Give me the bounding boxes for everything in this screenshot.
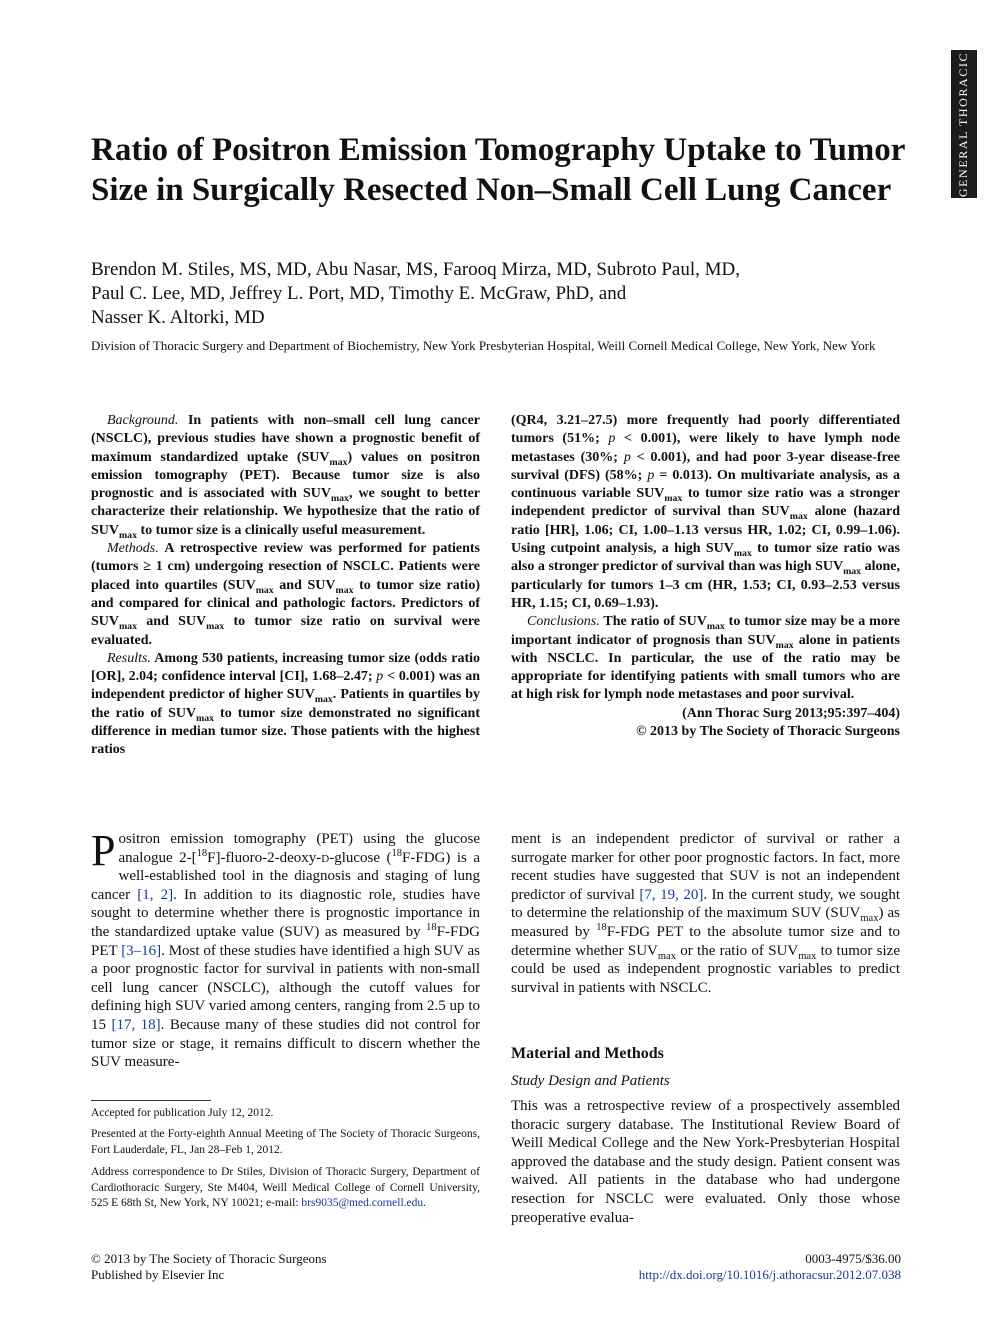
subsection-heading: Study Design and Patients bbox=[511, 1073, 670, 1089]
author-degree: MD bbox=[234, 307, 265, 328]
abstract-results-cont: (QR4, 3.21–27.5) more frequently had poorly differentiated tumors (51%; p < 0.001), were likely to have lymph node metastases (30%; p < 0.001), and had poor 3-year disease-free survival (DFS) (58%; p = 0.013). On multivariate analysis, as a continuous variable $SUV_{max}$ to tumor size ratio was a stronger independent predictor of survival than $SUV_{max}$ alone (hazard ratio [HR], 1.06; CI, 1.00–1.13 versus HR, 1.02; CI, 0.99–1.06). Using cutpoint analysis, a high $SUV_{max}$ to tumor size ratio was also a stronger predictor of survival than was high $SUV_{max}$ alone, particularly for tumors 1–3 cm (HR, 1.53; CI, 0.93–2.53 versus HR, 1.15; CI, 0.69–1.93). bbox=[511, 413, 901, 611]
abstract-methods: Methods. A retrospective review was performed for patients (tumors ≥ 1 cm) undergoing resection of NSCLC. Patients were placed into quartiles ($SUV_{max}$ and $SUV_{max}$ to tumor size ratio) and compared for clinical and pathologic factors. Predictors of $SUV_{max}$ and $SUV_{max}$ to tumor size ratio on survival were evaluated. bbox=[91, 541, 480, 648]
author-degree: MD bbox=[704, 259, 736, 280]
abstract-left-column bbox=[91, 412, 480, 760]
abstract-label: Conclusions. bbox=[527, 614, 600, 630]
abstract-results: Results. Among 530 patients, increasing tumor size (odds ratio [OR], 2.04; confidence interval [CI], 1.68–2.47; p < 0.001) was an independent predictor of higher $SUV_{max}$. Patients in quartiles by the ratio of $SUV_{max}$ to tumor size demonstrated no significant difference in median tumor size. Those patients with the highest ratios bbox=[91, 650, 481, 758]
footer-issn: 0003-4975/$36.00 bbox=[805, 1251, 901, 1266]
introduction-right-column bbox=[511, 830, 900, 997]
author-degree: PhD bbox=[555, 283, 590, 304]
author-degree: MD bbox=[349, 283, 380, 304]
section-heading: Material and Methods bbox=[511, 1045, 664, 1062]
footer-publisher: Published by Elsevier Inc bbox=[91, 1267, 225, 1282]
address-text: Address correspondence to Dr Stiles, Division of Thoracic Surgery, Department of Cardiothoracic Surgery, Ste M404, Weill Medical College of Cornell University, 525 E 68th St, New York, NY 10021; e-mail: bbox=[91, 1166, 480, 1209]
author-name: Subroto Paul bbox=[596, 259, 696, 280]
section-tab bbox=[951, 50, 977, 198]
author-degree: MD bbox=[189, 283, 221, 304]
abstract-copyright: © 2013 by The Society of Thoracic Surgeons bbox=[636, 724, 900, 740]
author-degree: MS bbox=[405, 259, 434, 280]
abstract-background: Background. In patients with non–small cell lung cancer (NSCLC), previous studies have shown a prognostic benefit of maximum standardized uptake $(SUV_{max})$ values on positron emission tomography (PET). Because tumor size is also prognostic and is associated with $SUV_{max}$, we sought to better characterize their relationship. We hypothesize that the ratio of $SUV_{max}$ to tumor size is a clinically useful measurement. bbox=[91, 413, 481, 541]
email-link[interactable]: brs9035@med.cornell.edu bbox=[301, 1197, 424, 1209]
abstract-label: Background. bbox=[107, 413, 179, 428]
introduction-left-column bbox=[91, 826, 480, 1072]
reference-link[interactable]: [3–16] bbox=[121, 942, 162, 959]
author-degree: MS, MD bbox=[239, 259, 307, 280]
abstract-label: Methods. bbox=[107, 541, 159, 557]
footnote-divider bbox=[91, 1100, 211, 1101]
drop-cap: P bbox=[91, 826, 116, 875]
footer-right bbox=[560, 1251, 901, 1283]
address-end: . bbox=[423, 1197, 427, 1209]
author-name: Brendon M. Stiles bbox=[91, 259, 230, 280]
author-name: Jeffrey L. Port bbox=[229, 283, 340, 304]
author-name: Nasser K. Altorki bbox=[91, 307, 225, 328]
affiliation: Division of Thoracic Surgery and Department of Biochemistry, New York Presbyterian Hospital, Weill Cornell Medical College, New York, New York bbox=[91, 338, 876, 353]
author-list: Brendon M. Stiles, MS, MD, Abu Nasar, MS, Farooq Mirza, MD, Subroto Paul, MD, Paul C. Lee, MD, Jeffrey L. Port, MD, Timothy E. McGraw, PhD, and Nasser K. Altorki, MD bbox=[91, 259, 740, 328]
reference-link[interactable]: [1, 2] bbox=[137, 886, 174, 903]
footnote-presented: Presented at the Forty-eighth Annual Meeting of The Society of Thoracic Surgeons, Fort Lauderdale, FL, Jan 28–Feb 1, 2012. bbox=[91, 1128, 480, 1156]
author-name: Paul C. Lee bbox=[91, 283, 181, 304]
intro-paragraph-cont: ment is an independent predictor of survival or rather a surrogate marker for other poor prognostic factors. In fact, more recent studies have suggested that SUV is not an independent predictor of survival [7, 19, 20]. In the current study, we sought to determine the relationship of the maximum SUV $(SUV_{max})$ as measured by $^{18}$F-FDG PET to the absolute tumor size and to determine whether $SUV_{max}$ or the ratio of $SUV_{max}$ to tumor size could be used as independent prognostic variables to predict survival in patients with NSCLC. bbox=[511, 831, 900, 996]
intro-paragraph: Positron emission tomography (PET) using the glucose analogue 2-[$^{18}$F]-fluoro-2-deoxy-d-glucose ($^{18}$F-FDG) is a well-established tool in the diagnosis and staging of lung cancer [1, 2]. In addition to its diagnostic role, studies have sought to determine whether there is prognostic importance in the standardized uptake value (SUV) as measured by $^{18}$F-FDG PET [3–16]. Most of these studies have identified a high SUV as a poor prognostic factor for survival in patients with non-small cell lung cancer (NSCLC), although the cutoff values for defining high SUV varied among centers, ranging from 2.5 up to 15 [17, 18]. Because many of these studies did not control for tumor size or stage, it remains difficult to discern whether the SUV measure- bbox=[91, 826, 480, 1071]
reference-link[interactable]: [17, 18] bbox=[111, 1016, 161, 1033]
section-tab-label: GENERAL THORACIC bbox=[956, 51, 971, 197]
author-name: Farooq Mirza bbox=[442, 259, 547, 280]
footnote-accepted: Accepted for publication July 12, 2012. bbox=[91, 1107, 274, 1119]
footer-copyright: © 2013 by The Society of Thoracic Surgeons bbox=[91, 1251, 327, 1266]
footnote-address bbox=[91, 1165, 480, 1212]
footer-left bbox=[91, 1251, 327, 1283]
abstract-conclusions: Conclusions. The ratio of $SUV_{max}$ to tumor size may be a more important indicator of prognosis than $SUV_{max}$ alone in patients with NSCLC. In particular, the use of the ratio may be appropriate for identifying patients with small tumors who are at high risk for lymph node metastases and poor survival. bbox=[511, 614, 901, 703]
author-degree: MD bbox=[556, 259, 587, 280]
abstract-label: Results. bbox=[107, 650, 151, 666]
article-title: Ratio of Positron Emission Tomography Uptake to Tumor Size in Surgically Resected Non–Small Cell Lung Cancer bbox=[91, 132, 905, 208]
doi-link[interactable]: http://dx.doi.org/10.1016/j.athoracsur.2012.07.038 bbox=[638, 1267, 901, 1282]
journal-citation: (Ann Thorac Surg 2013;95:397–404) bbox=[682, 705, 900, 721]
abstract-right-column bbox=[511, 412, 900, 741]
methods-paragraph: This was a retrospective review of a prospectively assembled thoracic surgery database. The Institutional Review Board of Weill Medical College and the New York-Presbyterian Hospital approved the database and the study design. Patient consent was waived. All patients in the database who had undergone resection for NSCLC were evaluated. Only those whose preoperative evalua- bbox=[511, 1098, 900, 1226]
author-name: Abu Nasar bbox=[315, 259, 397, 280]
author-name: Timothy E. McGraw bbox=[389, 283, 546, 304]
reference-link[interactable]: [7, 19, 20] bbox=[639, 886, 704, 903]
